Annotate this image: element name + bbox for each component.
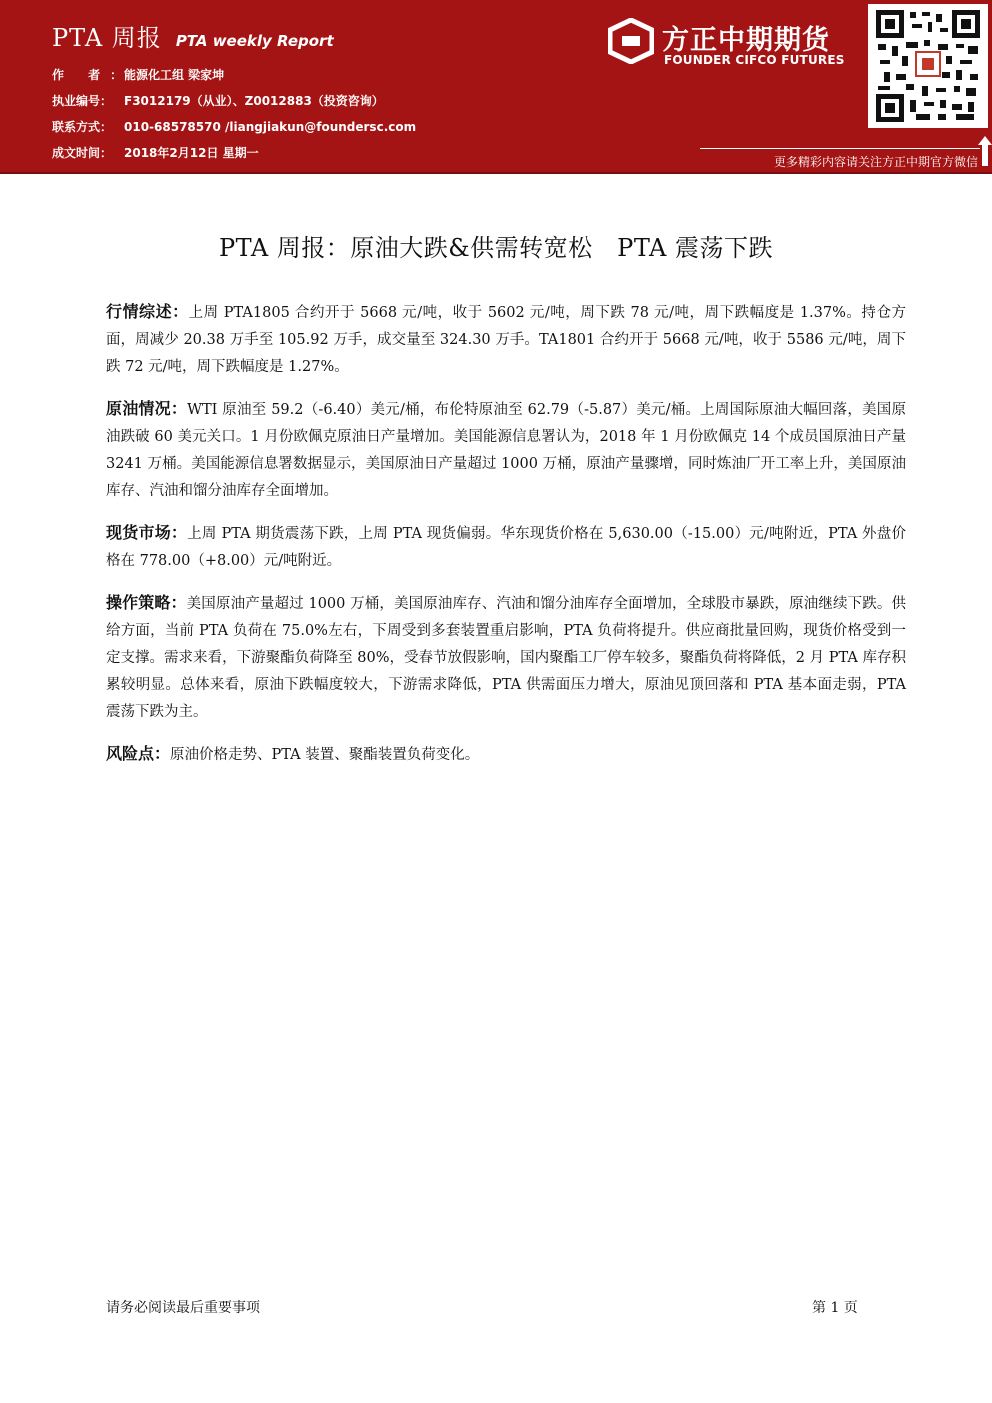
license-value: F3012179（从业）、Z0012883（投资咨询） bbox=[124, 94, 384, 108]
report-body bbox=[106, 298, 906, 783]
section-crude-oil bbox=[106, 395, 906, 505]
company-logo-icon bbox=[608, 18, 654, 64]
arrow-up-icon bbox=[978, 136, 992, 166]
section-strategy bbox=[106, 589, 906, 726]
wechat-qr-code bbox=[868, 4, 988, 128]
section-text: WTI 原油至 59.2（-6.40）美元/桶，布伦特原油至 62.79（-5.87）美元/桶。上周国际原油大幅回落，美国原油跌破 60 美元关口。1 月份欧佩克原油日产量增加。美国能源信息署认为，2018 年 1 月份欧佩克 14 个成员国原油日产量 3241 万桶。美国能源信息署数据显示，美国原油日产量超过 1000 万桶，原油产量骤增，同时炼油厂开工率上升，美国原油库存、汽油和馏分油库存全面增加。 bbox=[106, 402, 906, 499]
section-spot-market bbox=[106, 519, 906, 575]
footer-notice: 请务必阅读最后重要事项 bbox=[106, 1300, 260, 1316]
author-label: 作 者： bbox=[52, 68, 133, 82]
report-title-cn: PTA 周报 bbox=[52, 24, 162, 52]
author-value: 能源化工组 梁家坤 bbox=[124, 68, 225, 82]
date-label: 成文时间： bbox=[52, 146, 113, 160]
follow-divider bbox=[700, 148, 980, 149]
report-brand bbox=[52, 18, 334, 53]
author-row bbox=[52, 68, 416, 94]
section-market-overview bbox=[106, 298, 906, 381]
page-number: 第 1 页 bbox=[812, 1300, 858, 1316]
license-label: 执业编号： bbox=[52, 94, 113, 108]
date-value: 2018年2月12日 星期一 bbox=[124, 146, 259, 160]
report-title-en: PTA weekly Report bbox=[175, 32, 334, 50]
company-logo bbox=[608, 18, 862, 70]
section-text: 原油价格走势、PTA 装置、聚酯装置负荷变化。 bbox=[170, 747, 480, 763]
report-header bbox=[0, 0, 992, 172]
qr-code-icon bbox=[876, 10, 980, 122]
contact-value[interactable]: 010-68578570 /liangjiakun@foundersc.com bbox=[124, 120, 417, 134]
section-text: 上周 PTA1805 合约开于 5668 元/吨，收于 5602 元/吨，周下跌 78 元/吨，周下跌幅度是 1.37%。持仓方面，周减少 20.38 万手至 105.92 万手，成交量至 324.30 万手。TA1801 合约开于 5668 元/吨，收于 5586 元/吨，周下跌 72 元/吨，周下跌幅度是 1.27%。 bbox=[106, 305, 906, 375]
company-name-cn: 方正中期期货 bbox=[662, 25, 830, 56]
section-heading: 现货市场： bbox=[106, 523, 188, 542]
section-text: 美国原油产量超过 1000 万桶，美国原油库存、汽油和馏分油库存全面增加，全球股市暴跌，原油继续下跌。供给方面，当前 PTA 负荷在 75.0%左右，下周受到多套装置重启影响，PTA 负荷将提升。供应商批量回购，现货价格受到一定支撑。需求来看，下游聚酯负荷降至 80%，受春节放假影响，国内聚酯工厂停车较多，聚酯负荷将降低，2 月 PTA 库存积累较明显。总体来看，原油下跌幅度较大，下游需求降低，PTA 供需面压力增大，原油见顶回落和 PTA 基本面走弱，PTA 震荡下跌为主。 bbox=[106, 596, 906, 720]
document-title: PTA 周报：原油大跌&供需转宽松 PTA 震荡下跌 bbox=[219, 234, 773, 262]
header-divider bbox=[0, 172, 992, 174]
contact-row bbox=[52, 120, 416, 146]
section-risk bbox=[106, 740, 906, 769]
contact-label: 联系方式： bbox=[52, 120, 113, 134]
license-row bbox=[52, 94, 416, 120]
section-heading: 原油情况： bbox=[106, 399, 188, 418]
section-heading: 风险点： bbox=[106, 744, 171, 763]
section-heading: 操作策略： bbox=[106, 593, 187, 612]
follow-bar bbox=[0, 148, 992, 172]
company-name-en: FOUNDER CIFCO FUTURES bbox=[664, 53, 845, 67]
section-text: 上周 PTA 期货震荡下跌，上周 PTA 现货偏弱。华东现货价格在 5,630.00（-15.00）元/吨附近，PTA 外盘价格在 778.00（+8.00）元/吨附近。 bbox=[106, 526, 906, 569]
follow-wechat-text: 更多精彩内容请关注方正中期官方微信 bbox=[773, 155, 978, 169]
section-heading: 行情综述： bbox=[106, 302, 189, 321]
